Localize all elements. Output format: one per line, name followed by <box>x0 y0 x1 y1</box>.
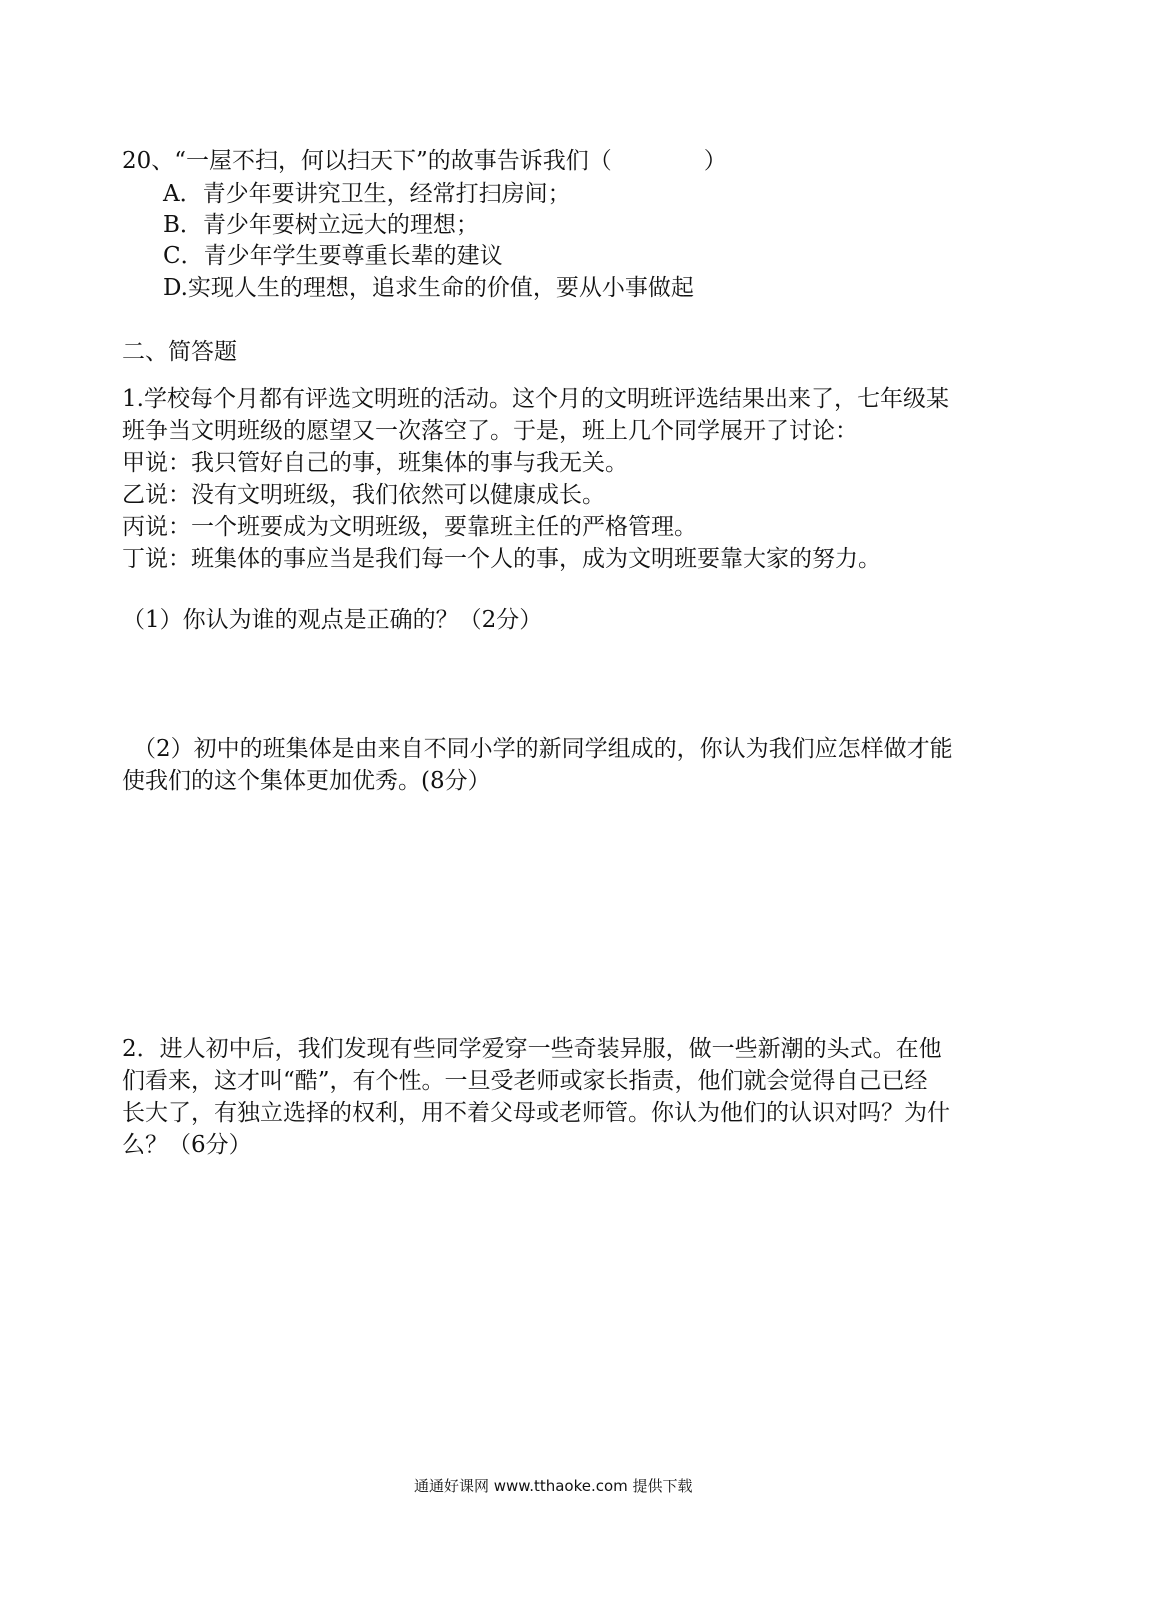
q1-sub1: （1）你认为谁的观点是正确的？（2分） <box>122 607 543 633</box>
q1-sub2-line: （2）初中的班集体是由来自不同小学的新同学组成的，你认为我们应怎样做才能 <box>133 736 953 762</box>
q20-option-a: A．青少年要讲究卫生，经常打扫房间； <box>163 181 571 207</box>
section-title: 二、简答题 <box>122 339 237 365</box>
q1-line: 乙说：没有文明班级，我们依然可以健康成长。 <box>122 482 605 508</box>
q1-line: 丙说：一个班要成为文明班级，要靠班主任的严格管理。 <box>122 514 697 540</box>
q1-line: 1.学校每个月都有评选文明班的活动。这个月的文明班评选结果出来了，七年级某 <box>122 386 949 412</box>
q20-option-d: D.实现人生的理想，追求生命的价值，要从小事做起 <box>163 275 694 301</box>
q1-line: 丁说：班集体的事应当是我们每一个人的事，成为文明班要靠大家的努力。 <box>122 546 881 572</box>
q2-line: 们看来，这才叫“酷”，有个性。一旦受老师或家长指责，他们就会觉得自己已经 <box>122 1068 928 1094</box>
q2-line: 长大了，有独立选择的权利，用不着父母或老师管。你认为他们的认识对吗？为什 <box>122 1100 950 1126</box>
q20-option-c: C．青少年学生要尊重长辈的建议 <box>163 243 503 269</box>
q20-stem: 20、“一屋不扫，何以扫天下”的故事告诉我们（ ） <box>122 148 727 174</box>
q2-line: 么？（6分） <box>122 1132 252 1158</box>
page-footer: 通通好课网 www.tthaoke.com 提供下载 <box>414 1477 693 1495</box>
q1-line: 甲说：我只管好自己的事，班集体的事与我无关。 <box>122 450 628 476</box>
q1-sub2-line: 使我们的这个集体更加优秀。(8分） <box>122 768 491 794</box>
q2-line: 2．进人初中后，我们发现有些同学爱穿一些奇装异服，做一些新潮的头式。在他 <box>122 1036 942 1062</box>
q1-line: 班争当文明班级的愿望又一次落空了。于是，班上几个同学展开了讨论： <box>122 418 858 444</box>
q20-option-b: B．青少年要树立远大的理想； <box>163 212 479 238</box>
